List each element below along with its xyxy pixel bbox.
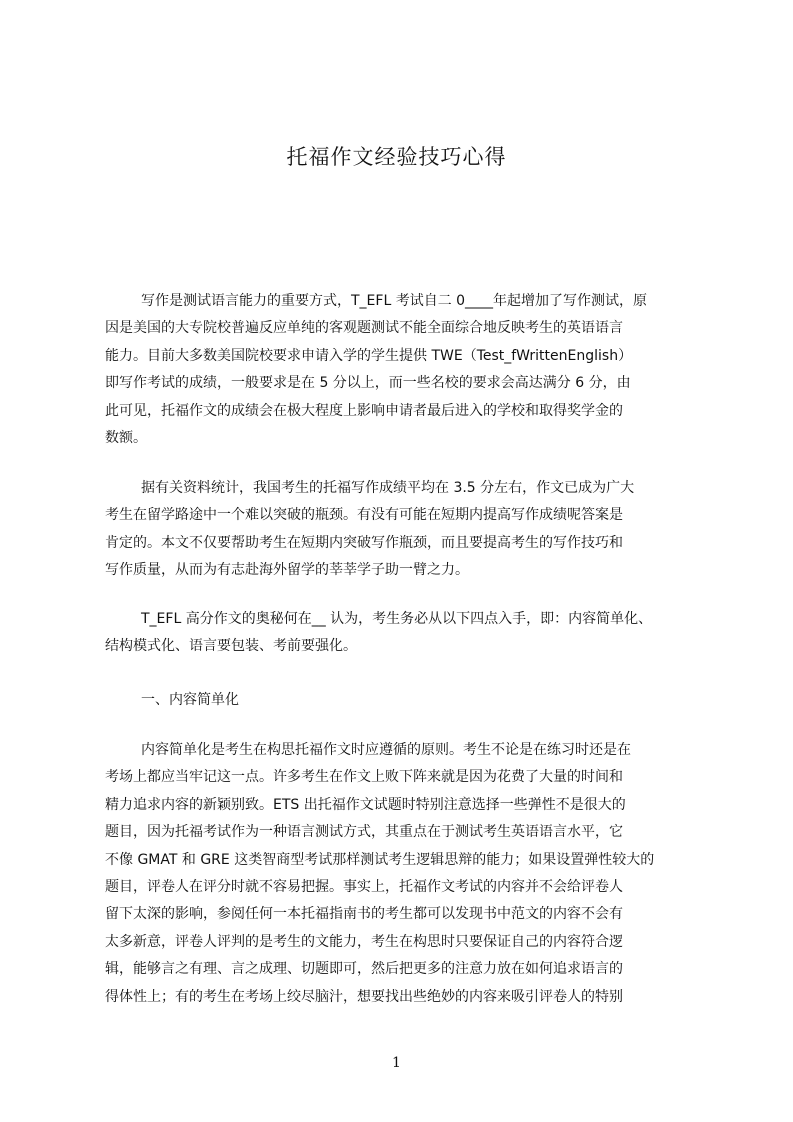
text-line: 据有关资料统计，我国考生的托福写作成绩平均在 3.5 分左右，作文已成为广大 bbox=[141, 480, 635, 496]
section-heading: 一、内容简单化 bbox=[141, 692, 239, 708]
text-line: 此可见，托福作文的成绩会在极大程度上影响申请者最后进入的学校和取得奖学金的 bbox=[105, 402, 623, 419]
text-line: 太多新意，评卷人评判的是考生的文能力，考生在构思时只要保证自己的内容符合逻 bbox=[105, 933, 623, 950]
text-line: 因是美国的大专院校普遍反应单纯的客观题测试不能全面综合地反映考生的英语语言 bbox=[105, 320, 623, 337]
page-number: 1 bbox=[392, 1055, 401, 1071]
text-line: 题目，评卷人在评分时就不容易把握。事实上，托福作文考试的内容并不会给评卷人 bbox=[105, 879, 623, 896]
document-title: 托福作文经验技巧心得 bbox=[286, 145, 507, 169]
text-line: 辑，能够言之有理、言之成理、切题即可，然后把更多的注意力放在如何追求语言的 bbox=[105, 961, 623, 978]
text-line: 写作是测试语言能力的重要方式，T_EFL 考试自二 0____年起增加了写作测试，原 bbox=[141, 293, 648, 309]
text-line: 不像 GMAT 和 GRE 这类智商型考试那样测试考生逻辑思辩的能力；如果设置弹性较大的 bbox=[105, 851, 655, 868]
text-line: 数额。 bbox=[105, 430, 147, 447]
text-line: 结构模式化、语言要包装、考前要强化。 bbox=[105, 638, 357, 655]
text-line: 精力追求内容的新颖别致。ETS 出托福作文试题时特别注意选择一些弹性不是很大的 bbox=[105, 796, 626, 813]
text-line: 题目，因为托福考试作为一种语言测试方式，其重点在于测试考生英语语言水平，它 bbox=[105, 824, 623, 841]
text-line: 内容简单化是考生在构思托福作文时应遵循的原则。考生不论是在练习时还是在 bbox=[141, 742, 631, 758]
text-line: T_EFL 高分作文的奥秘何在__ 认为，考生务必从以下四点入手，即：内容简单化、 bbox=[141, 611, 653, 627]
paragraph-statistics bbox=[105, 475, 705, 585]
text-line: 能力。目前大多数美国院校要求申请入学的学生提供 TWE（Test_fWrittenEnglish） bbox=[105, 347, 633, 364]
paragraph-secrets bbox=[105, 606, 705, 661]
text-line: 得体性上；有的考生在考场上绞尽脑汁，想要找出些绝妙的内容来吸引评卷人的特别 bbox=[105, 988, 623, 1005]
paragraph-intro bbox=[105, 288, 705, 452]
text-line: 留下太深的影响，参阅任何一本托福指南书的考生都可以发现书中范文的内容不会有 bbox=[105, 906, 623, 923]
text-line: 肯定的。本文不仅要帮助考生在短期内突破写作瓶颈，而且要提高考生的写作技巧和 bbox=[105, 534, 623, 551]
text-line: 即写作考试的成绩，一般要求是在 5 分以上，而一些名校的要求会高达满分 6 分，由 bbox=[105, 375, 631, 392]
paragraph-section-one bbox=[105, 737, 705, 1011]
text-line: 写作质量，从而为有志赴海外留学的莘莘学子助一臂之力。 bbox=[105, 562, 469, 579]
text-line: 考场上都应当牢记这一点。许多考生在作文上败下阵来就是因为花费了大量的时间和 bbox=[105, 769, 623, 786]
text-line: 考生在留学路途中一个难以突破的瓶颈。有没有可能在短期内提高写作成绩呢答案是 bbox=[105, 507, 623, 524]
